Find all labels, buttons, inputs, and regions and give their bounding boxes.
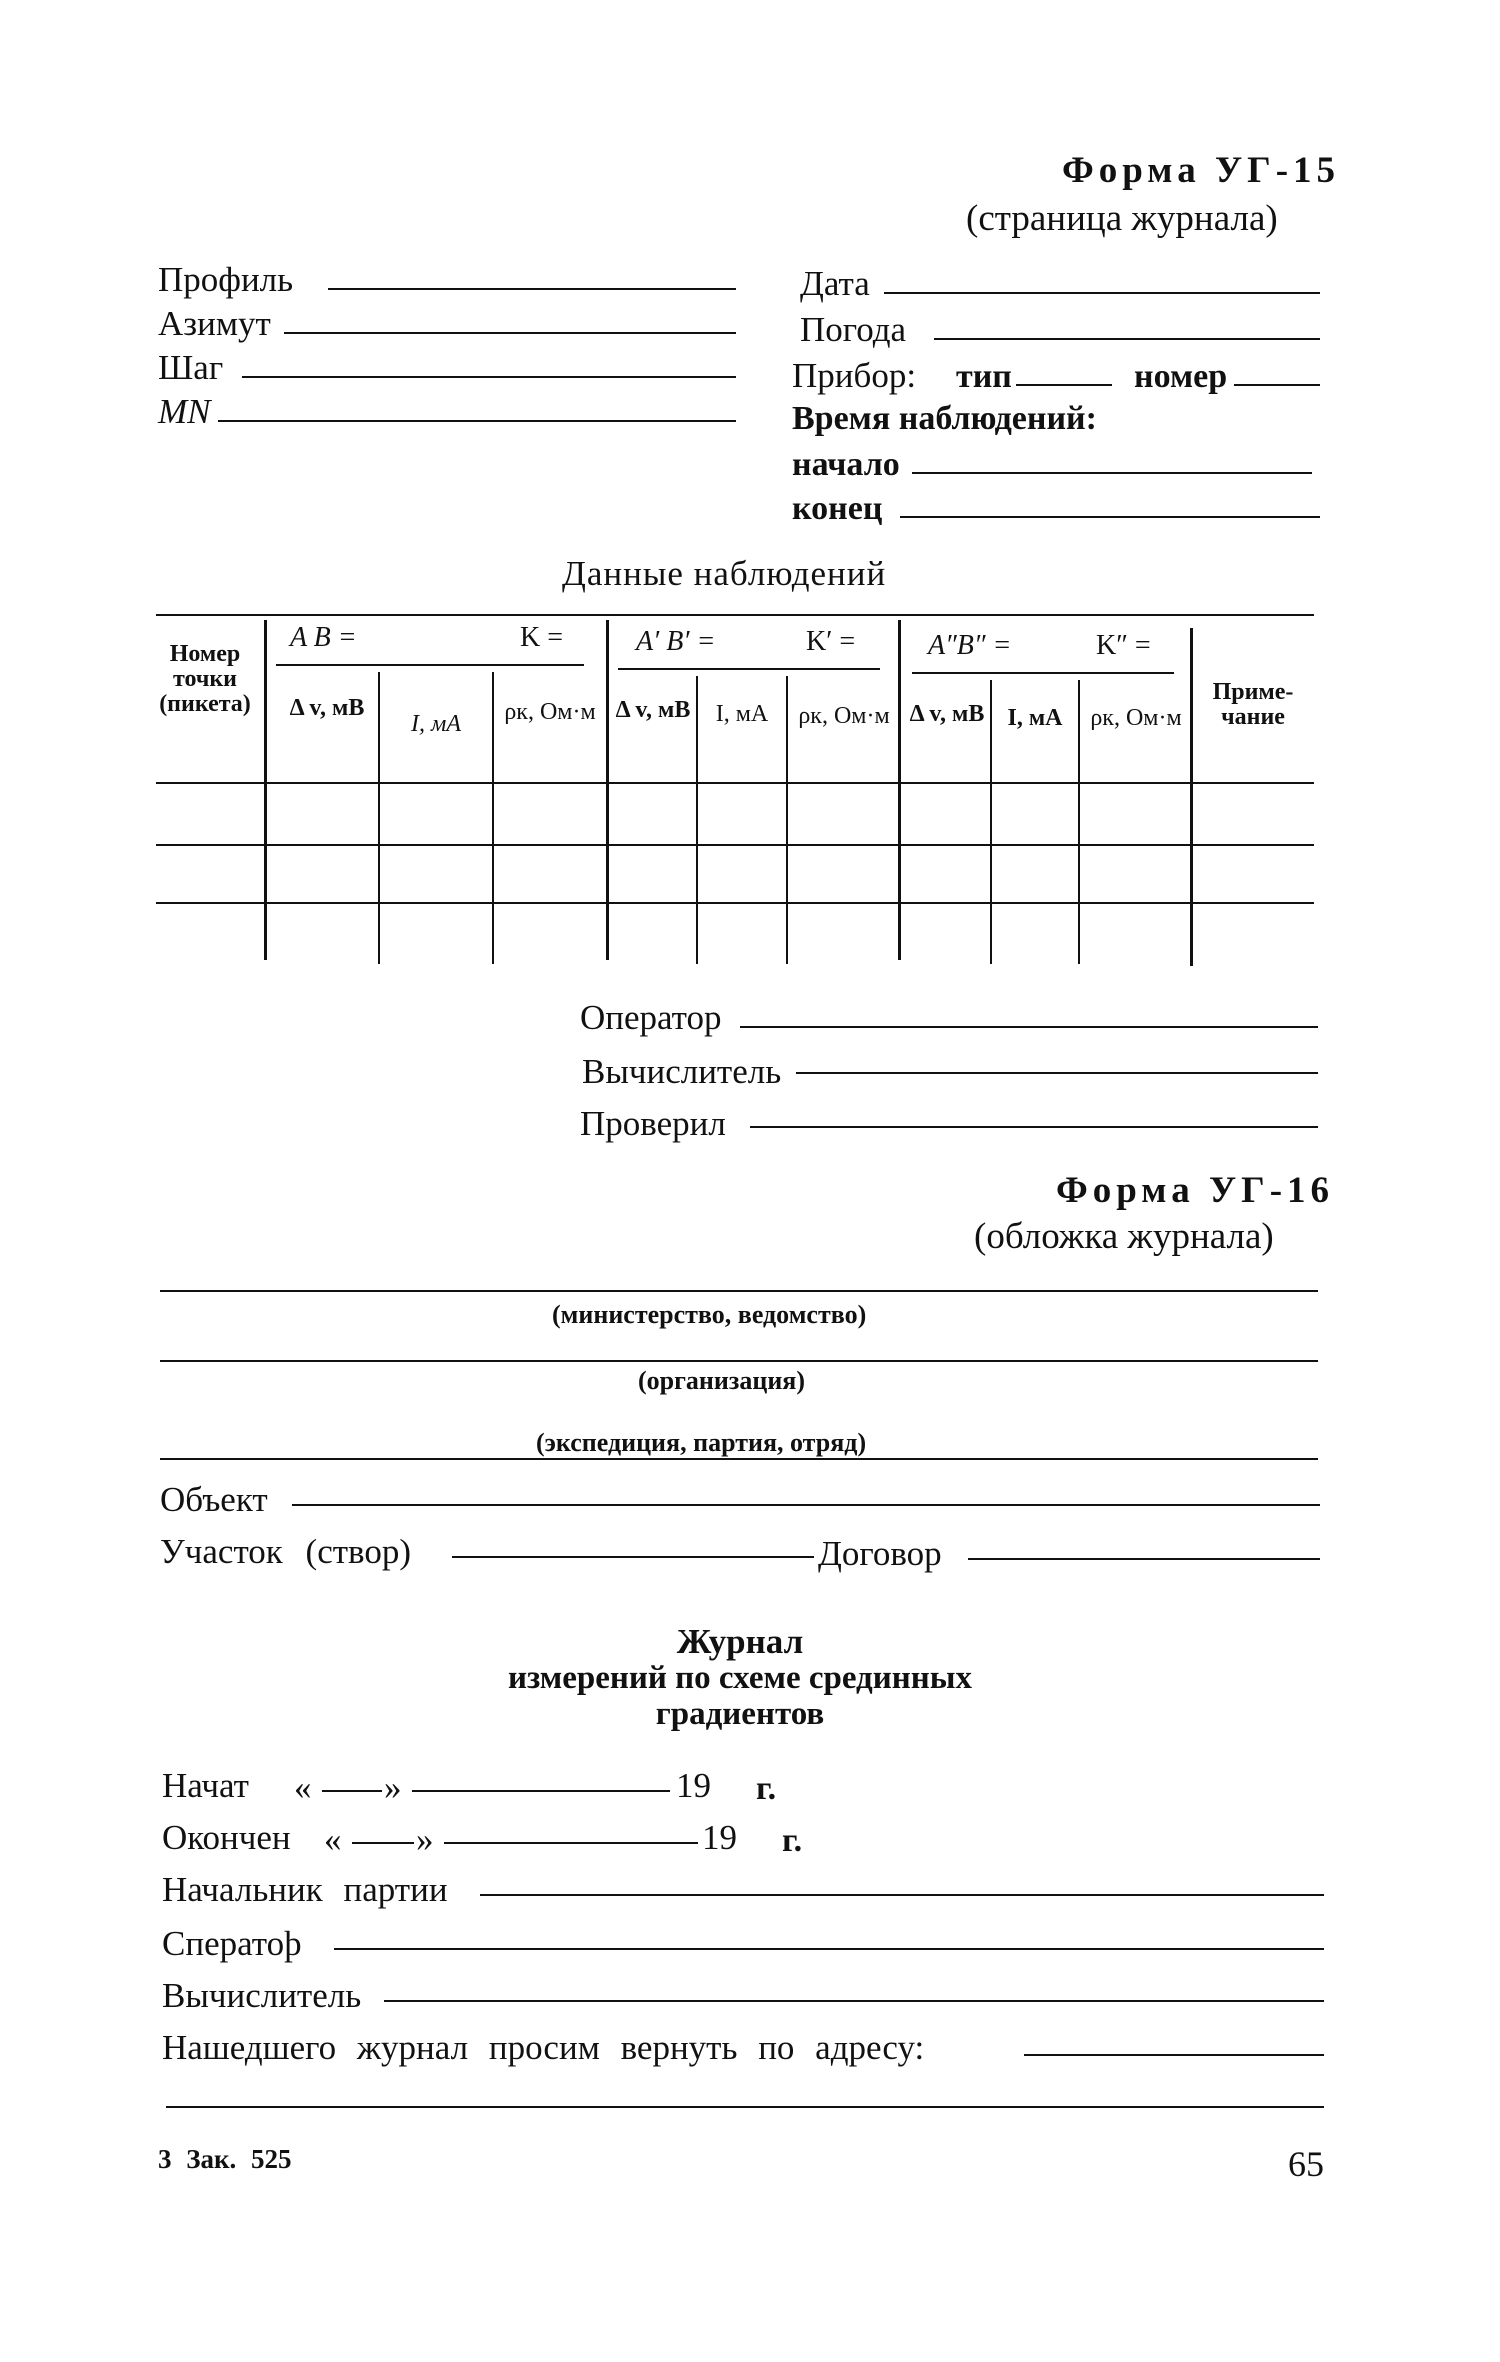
col-note-header: Приме-чание: [1212, 679, 1294, 731]
section-label: Участок (створ): [160, 1532, 411, 1571]
finished-quote-open: «: [324, 1820, 342, 1859]
contract-label: Договор: [818, 1534, 942, 1573]
field-azimuth-label: Азимут: [158, 304, 271, 343]
chief-line[interactable]: [480, 1894, 1324, 1896]
sig-checked-label: Проверил: [580, 1104, 726, 1143]
field-step-line[interactable]: [242, 376, 736, 378]
finished-label: Окончен: [162, 1818, 291, 1857]
table-caption: Данные наблюдений: [562, 554, 887, 593]
field-date-line[interactable]: [884, 292, 1320, 294]
organization-caption: (организация): [638, 1366, 806, 1395]
started-month-line[interactable]: [412, 1790, 670, 1792]
journal-title-line2: измерений по схеме срединных: [507, 1660, 973, 1696]
form16-subtitle: (обложка журнала): [974, 1216, 1274, 1257]
sub-dv-2: Δ v, мВ: [615, 697, 691, 723]
contract-line[interactable]: [968, 1558, 1320, 1560]
started-day-line[interactable]: [322, 1790, 382, 1792]
field-start-label: начало: [792, 446, 900, 483]
calculator-line[interactable]: [384, 2000, 1324, 2002]
field-weather-line[interactable]: [934, 338, 1320, 340]
address-line[interactable]: [166, 2106, 1324, 2108]
expedition-line[interactable]: [160, 1458, 1318, 1460]
field-start-line[interactable]: [912, 472, 1312, 474]
field-device-type-label: тип: [956, 358, 1012, 395]
finished-month-line[interactable]: [444, 1842, 698, 1844]
field-device-number-line[interactable]: [1234, 384, 1320, 386]
field-profile-label: Профиль: [158, 260, 294, 299]
form15-subtitle: (страница журнала): [966, 198, 1278, 239]
journal-title-line3: градиентов: [655, 1696, 825, 1732]
sig-checked-line[interactable]: [750, 1126, 1318, 1128]
field-mn-line[interactable]: [218, 420, 736, 422]
started-year: 19: [676, 1766, 711, 1805]
sig-calculator-line[interactable]: [796, 1072, 1318, 1074]
field-mn-label: MN: [158, 392, 211, 431]
sub-i-2: I, мА: [715, 701, 769, 727]
finished-year-suffix: г.: [782, 1822, 803, 1859]
field-weather-label: Погода: [800, 310, 907, 349]
sub-i-1: I, мА: [411, 711, 461, 737]
col-point-header: Номер точки (пикета): [159, 641, 251, 718]
field-azimuth-line[interactable]: [284, 332, 736, 334]
field-end-line[interactable]: [900, 516, 1320, 518]
field-profile-line[interactable]: [328, 288, 736, 290]
section-line[interactable]: [452, 1556, 814, 1558]
page-number: 65: [1288, 2144, 1324, 2184]
sig-operator-line[interactable]: [740, 1026, 1318, 1028]
object-label: Объект: [160, 1480, 268, 1519]
sub-dv-3: Δ v, мВ: [909, 701, 985, 727]
field-device-type-line[interactable]: [1016, 384, 1112, 386]
return-label: Нашедшего журнал просим вернуть по адресу:: [162, 2028, 925, 2067]
started-quote-close: »: [384, 1768, 402, 1807]
footer-order: 3 Зак. 525: [158, 2144, 292, 2174]
operator-label: Сператоþ: [162, 1924, 302, 1963]
group-a1b1-k: K′ =: [806, 626, 856, 657]
group-a1b1-label: A′ B′ =: [636, 626, 716, 657]
expedition-caption: (экспедиция, партия, отряд): [536, 1428, 867, 1457]
form15-title: Форма УГ-15: [1062, 150, 1341, 191]
ministry-caption: (министерство, ведомство): [552, 1300, 867, 1329]
chief-label: Начальник партии: [162, 1870, 448, 1909]
group-a2b2-label: A″B″ =: [928, 630, 1012, 661]
field-date-label: Дата: [800, 264, 870, 303]
sub-rho-1: ρк, Ом·м: [504, 699, 596, 725]
return-line[interactable]: [1024, 2054, 1324, 2056]
field-obs-time-label: Время наблюдений:: [792, 400, 1097, 437]
sub-rho-3: ρк, Ом·м: [1090, 705, 1182, 731]
finished-year: 19: [702, 1818, 737, 1857]
group-ab-label: A B =: [290, 622, 357, 653]
organization-line[interactable]: [160, 1360, 1318, 1362]
started-label: Начат: [162, 1766, 249, 1805]
field-step-label: Шаг: [158, 348, 224, 387]
journal-title: Журнал: [676, 1622, 804, 1661]
operator-line[interactable]: [334, 1948, 1324, 1950]
calculator-label: Вычислитель: [162, 1976, 362, 2015]
field-device-label: Прибор:: [792, 356, 917, 395]
object-line[interactable]: [292, 1504, 1320, 1506]
sub-rho-2: ρк, Ом·м: [798, 703, 890, 729]
finished-day-line[interactable]: [352, 1842, 414, 1844]
field-device-number-label: номер: [1134, 358, 1228, 395]
sub-i-3: I, мА: [1007, 705, 1063, 731]
ministry-line[interactable]: [160, 1290, 1318, 1292]
sub-dv-1: Δ v, мВ: [289, 695, 365, 721]
group-ab-k: K =: [520, 622, 564, 653]
sig-operator-label: Оператор: [580, 998, 722, 1037]
sig-calculator-label: Вычислитель: [582, 1052, 782, 1091]
group-a2b2-k: K″ =: [1096, 630, 1151, 661]
started-year-suffix: г.: [756, 1770, 777, 1807]
field-end-label: конец: [792, 490, 883, 527]
finished-quote-close: »: [416, 1820, 434, 1859]
started-quote-open: «: [294, 1768, 312, 1807]
form16-title: Форма УГ-16: [1056, 1170, 1335, 1211]
